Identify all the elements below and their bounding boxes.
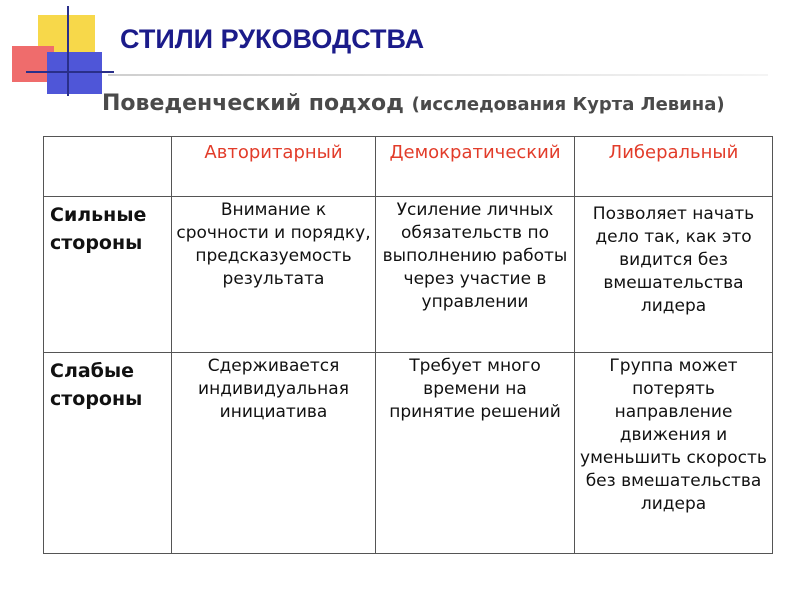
column-header-liberal: Либеральный <box>575 137 773 197</box>
table-corner-cell <box>44 137 172 197</box>
row-label-strengths: Сильные стороны <box>44 197 172 353</box>
column-header-authoritarian: Авторитарный <box>172 137 376 197</box>
row-label-weaknesses: Слабые стороны <box>44 353 172 554</box>
cell-strengths-democratic: Усиление личных обязательств по выполнению работы через участие в управлении <box>376 197 575 353</box>
cell-strengths-liberal: Позволяет начать дело так, как это видится без вмешательства лидера <box>575 197 773 353</box>
decor-horizontal-line <box>26 71 114 73</box>
title-underline <box>108 74 768 76</box>
decor-vertical-line <box>67 6 69 96</box>
cell-weaknesses-democratic: Требует много времени на принятие решений <box>376 353 575 554</box>
cell-weaknesses-liberal: Группа может потерять направление движения и уменьшить скорость без вмешательства лидера <box>575 353 773 554</box>
table-row <box>44 353 773 554</box>
slide-title: СТИЛИ РУКОВОДСТВА <box>120 24 425 54</box>
table-header-row <box>44 137 773 197</box>
column-header-democratic: Демократический <box>376 137 575 197</box>
leadership-styles-table <box>43 136 773 554</box>
slide-subtitle <box>102 90 762 119</box>
subtitle-main: Поведенческий подход <box>102 91 412 116</box>
table-row <box>44 197 773 353</box>
cell-strengths-authoritarian: Внимание к срочности и порядку, предсказуемость результата <box>172 197 376 353</box>
subtitle-parenthetical: (исследования Курта Левина) <box>411 94 725 115</box>
cell-weaknesses-authoritarian: Сдерживается индивидуальная инициатива <box>172 353 376 554</box>
decor-blue-square <box>47 52 102 94</box>
